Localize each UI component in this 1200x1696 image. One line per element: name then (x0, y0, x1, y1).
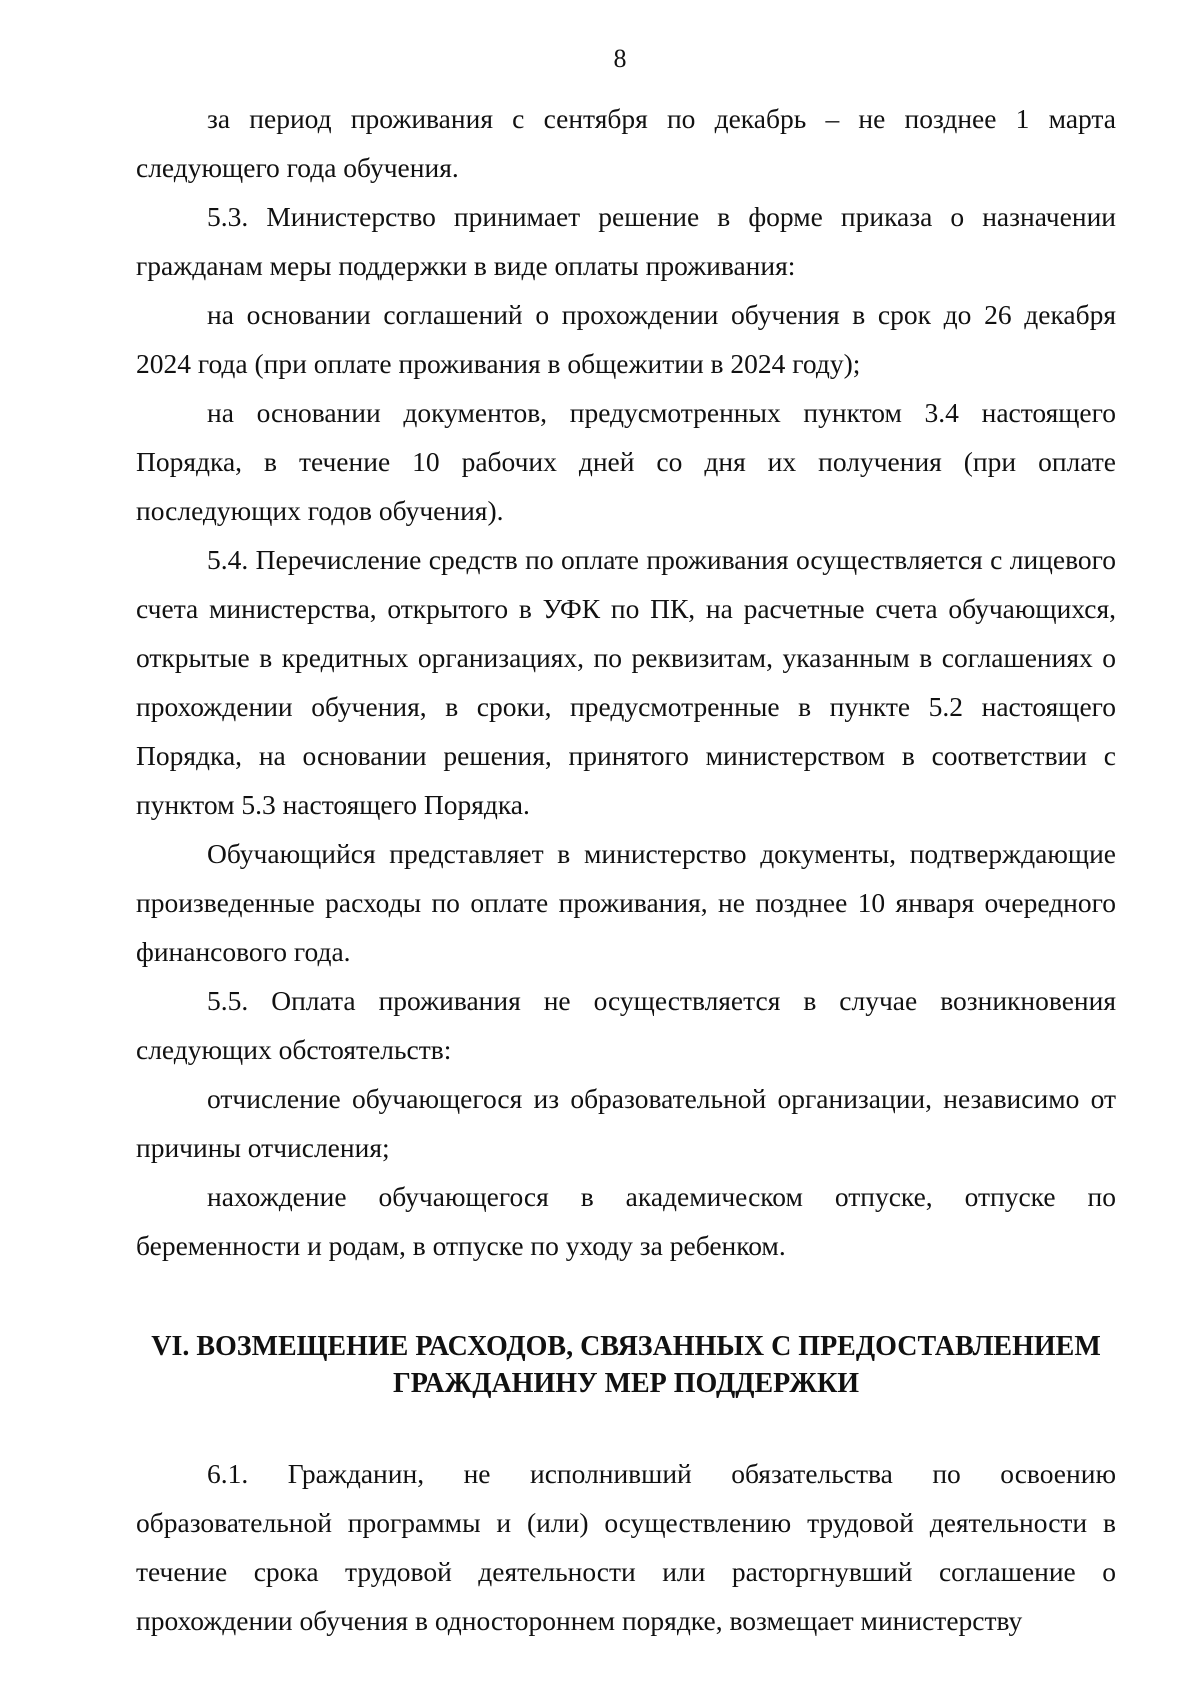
paragraph-5-5: 5.5. Оплата проживания не осуществляется в случае возникновения следующих обстоятельств: (136, 985, 1116, 1065)
paragraph-leave: нахождение обучающегося в академическом отпуске, отпуске по беременности и родам, в отпуске по уходу за ребенком. (136, 1181, 1116, 1261)
paragraph-payment-deadline: за период проживания с сентября по декабрь – не позднее 1 марта следующего года обучения. (136, 103, 1116, 183)
paragraph-5-4: 5.4. Перечисление средств по оплате проживания осуществляется с лицевого счета министерства, открытого в УФК по ПК, на расчетные счета обучающихся, открытые в кредитных организациях, по реквизитам, указанным в соглашениях о прохождении обучения, в сроки, предусмотренные в пункте 5.2 настоящего Порядка, на основании решения, принятого министерством в соответствии с пунктом 5.3 настоящего Порядка. (136, 544, 1116, 820)
document-body (136, 94, 1116, 1645)
paragraph-5-3-agreements: на основании соглашений о прохождении обучения в срок до 26 декабря 2024 года (при оплате проживания в общежитии в 2024 году); (136, 299, 1116, 379)
section-heading (136, 1328, 1116, 1402)
section-heading-line-2: ГРАЖДАНИНУ МЕР ПОДДЕРЖКИ (392, 1368, 860, 1399)
paragraph-5-3-documents: на основании документов, предусмотренных пунктом 3.4 настоящего Порядка, в течение 10 рабочих дней со дня их получения (при оплате последующих годов обучения). (136, 397, 1116, 526)
paragraph-6-1: 6.1. Гражданин, не исполнивший обязательства по освоению образовательной программы и (или) осуществлению трудовой деятельности в течение срока трудовой деятельности или расторгнувший соглашение о прохождении обучения в одностороннем порядке, возмещает министерству (136, 1458, 1116, 1636)
paragraph-5-3: 5.3. Министерство принимает решение в форме приказа о назначении гражданам меры поддержки в виде оплаты проживания: (136, 201, 1116, 281)
section-heading-line-1: VI. ВОЗМЕЩЕНИЕ РАСХОДОВ, СВЯЗАННЫХ С ПРЕДОСТАВЛЕНИЕМ (151, 1331, 1101, 1362)
paragraph-student-documents: Обучающийся представляет в министерство документы, подтверждающие произведенные расходы по оплате проживания, не позднее 10 января очередного финансового года. (136, 838, 1116, 967)
page-number: 8 (613, 44, 627, 73)
paragraph-expulsion: отчисление обучающегося из образовательной организации, независимо от причины отчисления; (136, 1083, 1116, 1163)
